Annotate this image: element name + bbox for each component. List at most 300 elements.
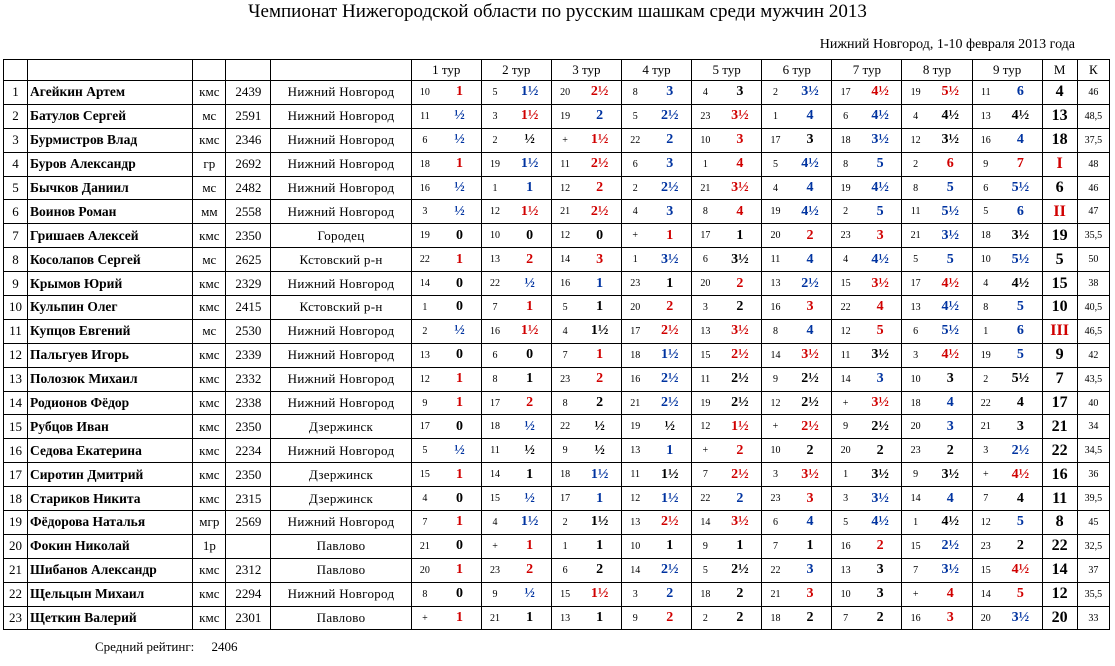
- round-header: 6 тур: [762, 60, 832, 81]
- round-header: 9 тур: [972, 60, 1042, 81]
- opponent-number: 5: [481, 81, 508, 105]
- cumulative-score: 0: [438, 582, 481, 606]
- coefficient: 38: [1077, 272, 1109, 296]
- final-place: 21: [1042, 415, 1077, 439]
- cumulative-score: 2½: [719, 391, 762, 415]
- cumulative-score: 4: [929, 391, 972, 415]
- opponent-number: +: [692, 439, 719, 463]
- opponent-number: 8: [621, 81, 648, 105]
- opponent-number: 12: [621, 487, 648, 511]
- opponent-number: 9: [692, 534, 719, 558]
- cumulative-score: 4½: [789, 200, 832, 224]
- average-rating: [95, 639, 238, 655]
- opponent-number: 21: [481, 606, 508, 630]
- player-rank: мс: [193, 176, 226, 200]
- player-number: 19: [4, 511, 28, 535]
- cumulative-score: 2½: [859, 415, 902, 439]
- player-city: Нижний Новгород: [271, 367, 411, 391]
- player-name: Шибанов Александр: [28, 558, 193, 582]
- cumulative-score: 5½: [929, 200, 972, 224]
- table-row: [4, 152, 1110, 176]
- opponent-number: 10: [972, 248, 999, 272]
- coefficient: 32,5: [1077, 534, 1109, 558]
- opponent-number: 10: [692, 128, 719, 152]
- opponent-number: 20: [692, 272, 719, 296]
- opponent-number: 15: [902, 534, 929, 558]
- player-city: Нижний Новгород: [271, 511, 411, 535]
- opponent-number: 16: [621, 367, 648, 391]
- coefficient: 34,5: [1077, 439, 1109, 463]
- cumulative-score: 5: [929, 176, 972, 200]
- opponent-number: 16: [762, 296, 789, 320]
- cumulative-score: 2½: [649, 558, 692, 582]
- player-rank: кмс: [193, 463, 226, 487]
- player-name: Гришаев Алексей: [28, 224, 193, 248]
- player-rank: кмс: [193, 391, 226, 415]
- player-number: 18: [4, 487, 28, 511]
- cumulative-score: 3: [929, 415, 972, 439]
- cumulative-score: 4: [789, 319, 832, 343]
- cumulative-score: 2: [789, 606, 832, 630]
- opponent-number: 14: [621, 558, 648, 582]
- opponent-number: 10: [832, 582, 859, 606]
- player-rows: [4, 81, 1110, 630]
- cumulative-score: 1½: [508, 319, 551, 343]
- table-row: [4, 272, 1110, 296]
- opponent-number: 9: [411, 391, 438, 415]
- cumulative-score: 3½: [999, 224, 1042, 248]
- opponent-number: 19: [411, 224, 438, 248]
- opponent-number: 14: [551, 248, 578, 272]
- opponent-number: 2: [902, 152, 929, 176]
- final-place: 6: [1042, 176, 1077, 200]
- cumulative-score: ½: [508, 415, 551, 439]
- opponent-number: 21: [762, 582, 789, 606]
- table-row: [4, 176, 1110, 200]
- player-rank: кмс: [193, 582, 226, 606]
- player-number: 1: [4, 81, 28, 105]
- cumulative-score: ½: [508, 582, 551, 606]
- cumulative-score: 3: [719, 128, 762, 152]
- cumulative-score: 1: [719, 224, 762, 248]
- cumulative-score: ½: [508, 439, 551, 463]
- opponent-number: 12: [972, 511, 999, 535]
- header-blank: [4, 60, 28, 81]
- opponent-number: 16: [411, 176, 438, 200]
- opponent-number: 3: [621, 582, 648, 606]
- opponent-number: 8: [902, 176, 929, 200]
- opponent-number: 9: [481, 582, 508, 606]
- opponent-number: 17: [832, 81, 859, 105]
- final-place: 8: [1042, 511, 1077, 535]
- cumulative-score: 0: [508, 224, 551, 248]
- cumulative-score: 2½: [649, 104, 692, 128]
- opponent-number: 17: [481, 391, 508, 415]
- cumulative-score: 3½: [859, 463, 902, 487]
- player-rating: 2569: [226, 511, 271, 535]
- cumulative-score: 5: [929, 248, 972, 272]
- opponent-number: 13: [481, 248, 508, 272]
- cumulative-score: 1½: [719, 415, 762, 439]
- opponent-number: 18: [902, 391, 929, 415]
- cumulative-score: 2: [508, 558, 551, 582]
- opponent-number: 12: [762, 391, 789, 415]
- cumulative-score: 1: [508, 367, 551, 391]
- opponent-number: 8: [411, 582, 438, 606]
- table-row: [4, 534, 1110, 558]
- player-number: 8: [4, 248, 28, 272]
- player-city: Нижний Новгород: [271, 200, 411, 224]
- cumulative-score: 1: [508, 176, 551, 200]
- player-name: Сиротин Дмитрий: [28, 463, 193, 487]
- opponent-number: 20: [621, 296, 648, 320]
- final-place: 18: [1042, 128, 1077, 152]
- final-place: 4: [1042, 81, 1077, 105]
- cumulative-score: 4: [719, 152, 762, 176]
- opponent-number: 8: [832, 152, 859, 176]
- player-rating: 2692: [226, 152, 271, 176]
- final-place: 11: [1042, 487, 1077, 511]
- player-city: Павлово: [271, 558, 411, 582]
- cumulative-score: 2: [508, 248, 551, 272]
- opponent-number: 21: [411, 534, 438, 558]
- cumulative-score: 3½: [789, 463, 832, 487]
- cumulative-score: 3½: [859, 128, 902, 152]
- cumulative-score: 3: [859, 558, 902, 582]
- player-rank: кмс: [193, 606, 226, 630]
- final-place: 17: [1042, 391, 1077, 415]
- opponent-number: 7: [481, 296, 508, 320]
- opponent-number: 2: [411, 319, 438, 343]
- table-row: [4, 463, 1110, 487]
- cumulative-score: 3½: [719, 104, 762, 128]
- opponent-number: 15: [972, 558, 999, 582]
- opponent-number: 5: [902, 248, 929, 272]
- cumulative-score: 1: [649, 439, 692, 463]
- player-rating: 2346: [226, 128, 271, 152]
- cumulative-score: 6: [999, 200, 1042, 224]
- player-rating: 2350: [226, 224, 271, 248]
- cumulative-score: 1½: [649, 343, 692, 367]
- cumulative-score: 2: [649, 128, 692, 152]
- cumulative-score: 2: [789, 439, 832, 463]
- cumulative-score: 4½: [999, 104, 1042, 128]
- player-number: 23: [4, 606, 28, 630]
- round-header: 1 тур: [411, 60, 481, 81]
- table-row: [4, 391, 1110, 415]
- player-city: Нижний Новгород: [271, 152, 411, 176]
- opponent-number: 16: [972, 128, 999, 152]
- opponent-number: 1: [621, 248, 648, 272]
- cumulative-score: 3: [999, 415, 1042, 439]
- opponent-number: 20: [902, 415, 929, 439]
- table-row: [4, 224, 1110, 248]
- opponent-number: 2: [551, 511, 578, 535]
- opponent-number: 5: [551, 296, 578, 320]
- opponent-number: 1: [902, 511, 929, 535]
- player-name: Щеткин Валерий: [28, 606, 193, 630]
- opponent-number: 21: [692, 176, 719, 200]
- player-rank: кмс: [193, 272, 226, 296]
- cumulative-score: 2½: [578, 81, 621, 105]
- opponent-number: 3: [481, 104, 508, 128]
- opponent-number: 9: [972, 152, 999, 176]
- coefficient: 39,5: [1077, 487, 1109, 511]
- cumulative-score: 3: [929, 606, 972, 630]
- player-rank: гр: [193, 152, 226, 176]
- opponent-number: 19: [762, 200, 789, 224]
- opponent-number: 6: [902, 319, 929, 343]
- opponent-number: 14: [832, 367, 859, 391]
- cumulative-score: 3: [789, 487, 832, 511]
- cumulative-score: 4½: [789, 152, 832, 176]
- cumulative-score: 5: [859, 152, 902, 176]
- cumulative-score: 4½: [999, 272, 1042, 296]
- table-row: [4, 487, 1110, 511]
- cumulative-score: 2: [578, 558, 621, 582]
- opponent-number: 7: [762, 534, 789, 558]
- cumulative-score: 1: [789, 534, 832, 558]
- opponent-number: 15: [481, 487, 508, 511]
- final-place: 5: [1042, 248, 1077, 272]
- player-city: Кстовский р-н: [271, 296, 411, 320]
- coefficient: 33: [1077, 606, 1109, 630]
- cumulative-score: 2½: [649, 511, 692, 535]
- header-blank: [271, 60, 411, 81]
- opponent-number: 5: [411, 439, 438, 463]
- cumulative-score: 4: [789, 176, 832, 200]
- cumulative-score: 1½: [508, 104, 551, 128]
- coefficient: 43,5: [1077, 367, 1109, 391]
- opponent-number: 13: [692, 319, 719, 343]
- cumulative-score: ½: [438, 200, 481, 224]
- cumulative-score: 2½: [789, 415, 832, 439]
- opponent-number: 8: [692, 200, 719, 224]
- opponent-number: 22: [411, 248, 438, 272]
- cumulative-score: 3: [859, 224, 902, 248]
- cumulative-score: 2: [508, 391, 551, 415]
- player-number: 11: [4, 319, 28, 343]
- opponent-number: 12: [902, 128, 929, 152]
- opponent-number: 6: [481, 343, 508, 367]
- player-rating: 2591: [226, 104, 271, 128]
- opponent-number: 22: [972, 391, 999, 415]
- opponent-number: 1: [972, 319, 999, 343]
- cumulative-score: 2½: [929, 534, 972, 558]
- opponent-number: 14: [902, 487, 929, 511]
- opponent-number: +: [972, 463, 999, 487]
- cumulative-score: 2: [719, 272, 762, 296]
- opponent-number: 3: [692, 296, 719, 320]
- player-rank: кмс: [193, 415, 226, 439]
- coefficient: 42: [1077, 343, 1109, 367]
- cumulative-score: 4½: [859, 81, 902, 105]
- final-place: 7: [1042, 367, 1077, 391]
- player-city: Нижний Новгород: [271, 272, 411, 296]
- player-name: Купцов Евгений: [28, 319, 193, 343]
- opponent-number: 1: [832, 463, 859, 487]
- opponent-number: 12: [481, 200, 508, 224]
- cumulative-score: 5: [999, 343, 1042, 367]
- final-place: 22: [1042, 534, 1077, 558]
- player-rating: 2338: [226, 391, 271, 415]
- coefficient: 46: [1077, 176, 1109, 200]
- cumulative-score: 4: [999, 128, 1042, 152]
- opponent-number: 23: [481, 558, 508, 582]
- opponent-number: 13: [832, 558, 859, 582]
- opponent-number: 3: [762, 463, 789, 487]
- player-name: Бурмистров Влад: [28, 128, 193, 152]
- cumulative-score: 1: [438, 248, 481, 272]
- player-rating: 2301: [226, 606, 271, 630]
- player-city: Кстовский р-н: [271, 248, 411, 272]
- opponent-number: 9: [902, 463, 929, 487]
- cumulative-score: 2: [859, 439, 902, 463]
- opponent-number: 20: [551, 81, 578, 105]
- player-rating: 2415: [226, 296, 271, 320]
- player-rating: 2332: [226, 367, 271, 391]
- cumulative-score: 5: [859, 319, 902, 343]
- round-header: 3 тур: [551, 60, 621, 81]
- cumulative-score: 4: [789, 248, 832, 272]
- coefficient: 40,5: [1077, 296, 1109, 320]
- cumulative-score: 4: [999, 487, 1042, 511]
- opponent-number: 12: [692, 415, 719, 439]
- opponent-number: 10: [762, 439, 789, 463]
- average-rating-label: Средний рейтинг:: [95, 639, 195, 654]
- cumulative-score: 1½: [578, 463, 621, 487]
- player-rank: кмс: [193, 343, 226, 367]
- player-rank: мм: [193, 200, 226, 224]
- opponent-number: 2: [972, 367, 999, 391]
- opponent-number: 4: [972, 272, 999, 296]
- cumulative-score: 3: [929, 367, 972, 391]
- opponent-number: 4: [481, 511, 508, 535]
- player-rating: 2312: [226, 558, 271, 582]
- opponent-number: 15: [551, 582, 578, 606]
- opponent-number: 17: [621, 319, 648, 343]
- final-place: 16: [1042, 463, 1077, 487]
- table-row: [4, 558, 1110, 582]
- coefficient: 40: [1077, 391, 1109, 415]
- cumulative-score: 1: [578, 343, 621, 367]
- player-name: Батулов Сергей: [28, 104, 193, 128]
- player-city: Нижний Новгород: [271, 582, 411, 606]
- coefficient: 48,5: [1077, 104, 1109, 128]
- player-rating: 2315: [226, 487, 271, 511]
- cumulative-score: 2: [578, 367, 621, 391]
- cumulative-score: 4: [789, 104, 832, 128]
- player-number: 3: [4, 128, 28, 152]
- coefficient: 36: [1077, 463, 1109, 487]
- opponent-number: 11: [411, 104, 438, 128]
- opponent-number: 20: [411, 558, 438, 582]
- opponent-number: 9: [621, 606, 648, 630]
- cumulative-score: 3½: [789, 343, 832, 367]
- cumulative-score: 5½: [999, 367, 1042, 391]
- player-name: Стариков Никита: [28, 487, 193, 511]
- cumulative-score: 2: [859, 606, 902, 630]
- player-city: Нижний Новгород: [271, 128, 411, 152]
- opponent-number: 12: [832, 319, 859, 343]
- cumulative-score: 1: [649, 534, 692, 558]
- cumulative-score: 3½: [719, 176, 762, 200]
- cumulative-score: 0: [438, 296, 481, 320]
- player-number: 6: [4, 200, 28, 224]
- coefficient: 47: [1077, 200, 1109, 224]
- opponent-number: 15: [692, 343, 719, 367]
- cumulative-score: 4½: [929, 104, 972, 128]
- table-row: [4, 200, 1110, 224]
- opponent-number: 6: [621, 152, 648, 176]
- cumulative-score: 2: [719, 582, 762, 606]
- player-number: 17: [4, 463, 28, 487]
- opponent-number: 13: [621, 511, 648, 535]
- cumulative-score: 2½: [789, 367, 832, 391]
- opponent-number: +: [621, 224, 648, 248]
- table-row: [4, 296, 1110, 320]
- cumulative-score: 4½: [929, 272, 972, 296]
- cumulative-score: 0: [438, 487, 481, 511]
- cumulative-score: 1: [649, 224, 692, 248]
- player-city: Нижний Новгород: [271, 391, 411, 415]
- cumulative-score: 3½: [719, 511, 762, 535]
- player-rating: 2294: [226, 582, 271, 606]
- opponent-number: 23: [551, 367, 578, 391]
- cumulative-score: 1: [438, 463, 481, 487]
- opponent-number: 9: [551, 439, 578, 463]
- cumulative-score: 6: [929, 152, 972, 176]
- opponent-number: 7: [832, 606, 859, 630]
- opponent-number: 13: [762, 272, 789, 296]
- opponent-number: 23: [621, 272, 648, 296]
- table-row: [4, 81, 1110, 105]
- opponent-number: +: [902, 582, 929, 606]
- cumulative-score: ½: [578, 415, 621, 439]
- cumulative-score: 2: [719, 439, 762, 463]
- page-title: Чемпионат Нижегородской области по русским шашкам среди мужчин 2013: [248, 1, 867, 22]
- cumulative-score: 2½: [649, 367, 692, 391]
- player-number: 16: [4, 439, 28, 463]
- cumulative-score: 0: [438, 224, 481, 248]
- opponent-number: 18: [692, 582, 719, 606]
- player-city: Нижний Новгород: [271, 176, 411, 200]
- opponent-number: 4: [902, 104, 929, 128]
- coefficient: 34: [1077, 415, 1109, 439]
- opponent-number: 18: [481, 415, 508, 439]
- cumulative-score: 2: [578, 104, 621, 128]
- table-row: [4, 319, 1110, 343]
- cumulative-score: 1½: [508, 81, 551, 105]
- table-row: [4, 128, 1110, 152]
- opponent-number: 4: [832, 248, 859, 272]
- cumulative-score: ½: [438, 104, 481, 128]
- opponent-number: 11: [902, 200, 929, 224]
- opponent-number: 1: [762, 104, 789, 128]
- opponent-number: 10: [481, 224, 508, 248]
- round-header: 8 тур: [902, 60, 972, 81]
- opponent-number: 18: [972, 224, 999, 248]
- opponent-number: 23: [762, 487, 789, 511]
- cumulative-score: 1: [438, 81, 481, 105]
- coefficient: 37,5: [1077, 128, 1109, 152]
- player-name: Кульпин Олег: [28, 296, 193, 320]
- coefficient: 46: [1077, 81, 1109, 105]
- opponent-number: 13: [972, 104, 999, 128]
- player-rating: 2234: [226, 439, 271, 463]
- final-place: 9: [1042, 343, 1077, 367]
- player-number: 7: [4, 224, 28, 248]
